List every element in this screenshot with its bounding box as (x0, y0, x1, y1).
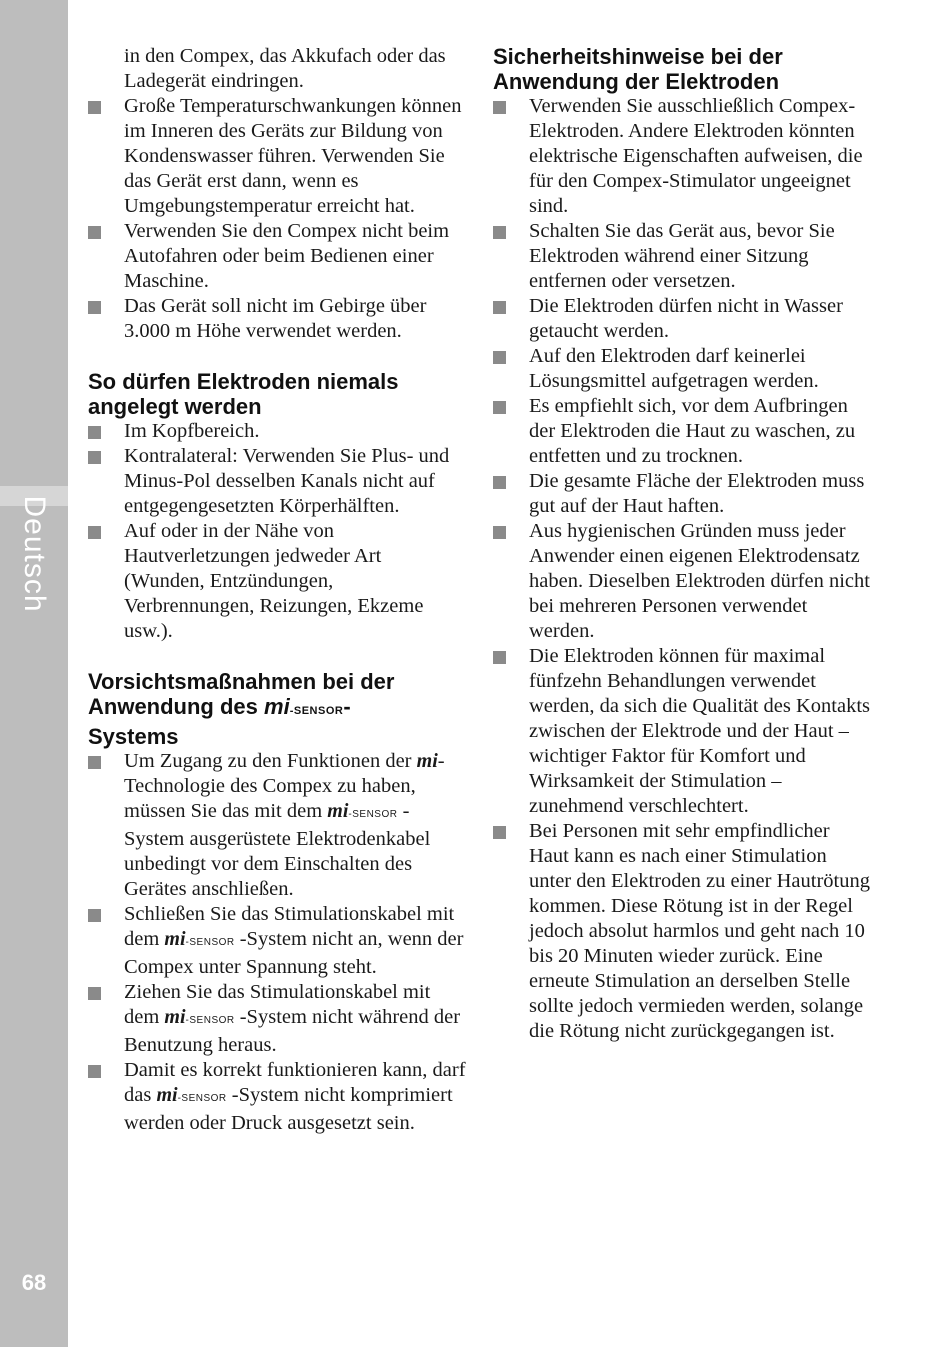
left-column (88, 44, 466, 1136)
square-bullet-icon (88, 987, 101, 1000)
square-bullet-icon (493, 226, 506, 239)
square-bullet-icon (88, 909, 101, 922)
list-item-text: Im Kopfbereich. (124, 420, 260, 442)
list-item (88, 419, 466, 444)
mi-sensor-logo: mi-SENSOR (164, 1006, 235, 1028)
list-item (493, 394, 873, 469)
section-heading-mi-sensor: Vorsichtsmaßnahmen bei der Anwendung des mi-SENSOR- Systems (88, 669, 395, 749)
list-item (493, 644, 873, 819)
section-heading-placement: So dürfen Elektroden niemals angelegt werden (88, 369, 399, 419)
list-item (493, 519, 873, 644)
page-number: 68 (21, 1270, 47, 1295)
list-item-text: Große Temperaturschwankungen können im Inneren des Geräts zur Bildung von Kondenswasser führen. Verwenden Sie das Gerät erst dann, wenn es Umgebungstemperatur erreicht hat. (124, 95, 462, 217)
square-bullet-icon (88, 426, 101, 439)
section-heading-electrode-safety: Sicherheitshinweise bei der Anwendung der Elektroden (493, 44, 783, 94)
list-item-text: Aus hygienischen Gründen muss jeder Anwender einen eigenen Elektrodensatz haben. Dieselben Elektroden dürfen nicht bei mehreren Personen verwendet werden. (529, 520, 870, 642)
list-item: Um Zugang zu den Funktionen der mi-Technologie des Compex zu haben, müssen Sie das mit dem mi-SENSOR -System ausgerüstete Elektrodenkabel unbedingt vor dem Einschalten des Gerätes anschließen. (88, 749, 466, 902)
square-bullet-icon (493, 526, 506, 539)
list-item-text: Kontralateral: Verwenden Sie Plus- und Minus-Pol desselben Kanals nicht auf entgegengesetzten Körperhälften. (124, 445, 450, 517)
list-item: Damit es korrekt funktionieren kann, darf das mi-SENSOR -System nicht komprimiert werden oder Druck ausgesetzt sein. (88, 1058, 466, 1136)
list-item (493, 219, 873, 294)
list-item (88, 444, 466, 519)
list-item (88, 219, 466, 294)
square-bullet-icon (493, 651, 506, 664)
list-item-text: Es empfiehlt sich, vor dem Aufbringen der Elektroden die Haut zu waschen, zu entfetten und zu trocknen. (529, 395, 856, 467)
list-item-text: Schalten Sie das Gerät aus, bevor Sie Elektroden während einer Sitzung entfernen oder versetzen. (529, 220, 835, 292)
square-bullet-icon (88, 101, 101, 114)
square-bullet-icon (493, 101, 506, 114)
list-item-text: Auf den Elektroden darf keinerlei Lösungsmittel aufgetragen werden. (529, 345, 819, 392)
square-bullet-icon (88, 451, 101, 464)
list-item (88, 94, 466, 219)
list-item-text: Verwenden Sie den Compex nicht beim Autofahren oder beim Bedienen einer Maschine. (124, 220, 450, 292)
right-column (493, 44, 873, 1044)
language-label: Deutsch (18, 495, 51, 613)
sidebar (0, 0, 68, 1347)
list-item (493, 819, 873, 1044)
placement-bullet-list (88, 419, 466, 644)
mi-sensor-logo: mi-SENSOR (327, 800, 398, 822)
mi-sensor-logo: mi-SENSOR (156, 1084, 227, 1106)
square-bullet-icon (493, 351, 506, 364)
list-item (493, 344, 873, 394)
list-item: Ziehen Sie das Stimulationskabel mit dem mi-SENSOR -System nicht während der Benutzung heraus. (88, 980, 466, 1058)
list-item (88, 294, 466, 344)
square-bullet-icon (493, 826, 506, 839)
list-item (493, 294, 873, 344)
list-item-text: Bei Personen mit sehr empfindlicher Haut kann es nach einer Stimulation unter den Elektroden zu einer Hautrötung kommen. Diese Rötung ist in der Regel jedoch absolut harmlos und geht nach 10 bis 20 Minuten wieder zurück. Eine erneute Stimulation an derselben Stelle sollte jedoch vermieden werden, solange die Rötung nicht zurückgegangen ist. (529, 820, 870, 1042)
square-bullet-icon (88, 226, 101, 239)
square-bullet-icon (88, 1065, 101, 1078)
list-item (493, 469, 873, 519)
mi-logo: mi (416, 750, 438, 772)
square-bullet-icon (493, 301, 506, 314)
mi-sensor-bullet-list (88, 749, 466, 1136)
list-item-text: Auf oder in der Nähe von Hautverletzungen jedweder Art (Wunden, Entzündungen, Verbrennungen, Reizungen, Ekzeme usw.). (124, 520, 424, 642)
electrode-safety-bullet-list (493, 94, 873, 1044)
list-item-text: Die Elektroden dürfen nicht in Wasser getaucht werden. (529, 295, 843, 342)
list-item-text: Verwenden Sie ausschließlich Compex-Elektroden. Andere Elektroden könnten elektrische Eigenschaften aufweisen, die für den Compex-Stimulator ungeeignet sind. (529, 95, 863, 217)
list-item: Schließen Sie das Stimulationskabel mit dem mi-SENSOR -System nicht an, wenn der Compex unter Spannung steht. (88, 902, 466, 980)
square-bullet-icon (88, 526, 101, 539)
square-bullet-icon (88, 301, 101, 314)
square-bullet-icon (493, 401, 506, 414)
square-bullet-icon (493, 476, 506, 489)
square-bullet-icon (88, 756, 101, 769)
mi-sensor-logo: mi-SENSOR (164, 928, 235, 950)
intro-paragraph: in den Compex, das Akkufach oder das Ladegerät eindringen. (124, 45, 446, 92)
list-item-text: Das Gerät soll nicht im Gebirge über 3.000 m Höhe verwendet werden. (124, 295, 427, 342)
list-item (493, 94, 873, 219)
intro-bullet-list (88, 94, 466, 344)
mi-sensor-logo: mi-SENSOR (264, 694, 344, 719)
list-item (88, 519, 466, 644)
list-item-text: Die Elektroden können für maximal fünfzehn Behandlungen verwendet werden, da sich die Qualität des Kontakts zwischen der Elektrode und der Haut – wichtiger Faktor für Komfort und Wirksamkeit der Stimulation – zunehmend verschlechtert. (529, 645, 871, 817)
list-item-text: Die gesamte Fläche der Elektroden muss gut auf der Haut haften. (529, 470, 865, 517)
